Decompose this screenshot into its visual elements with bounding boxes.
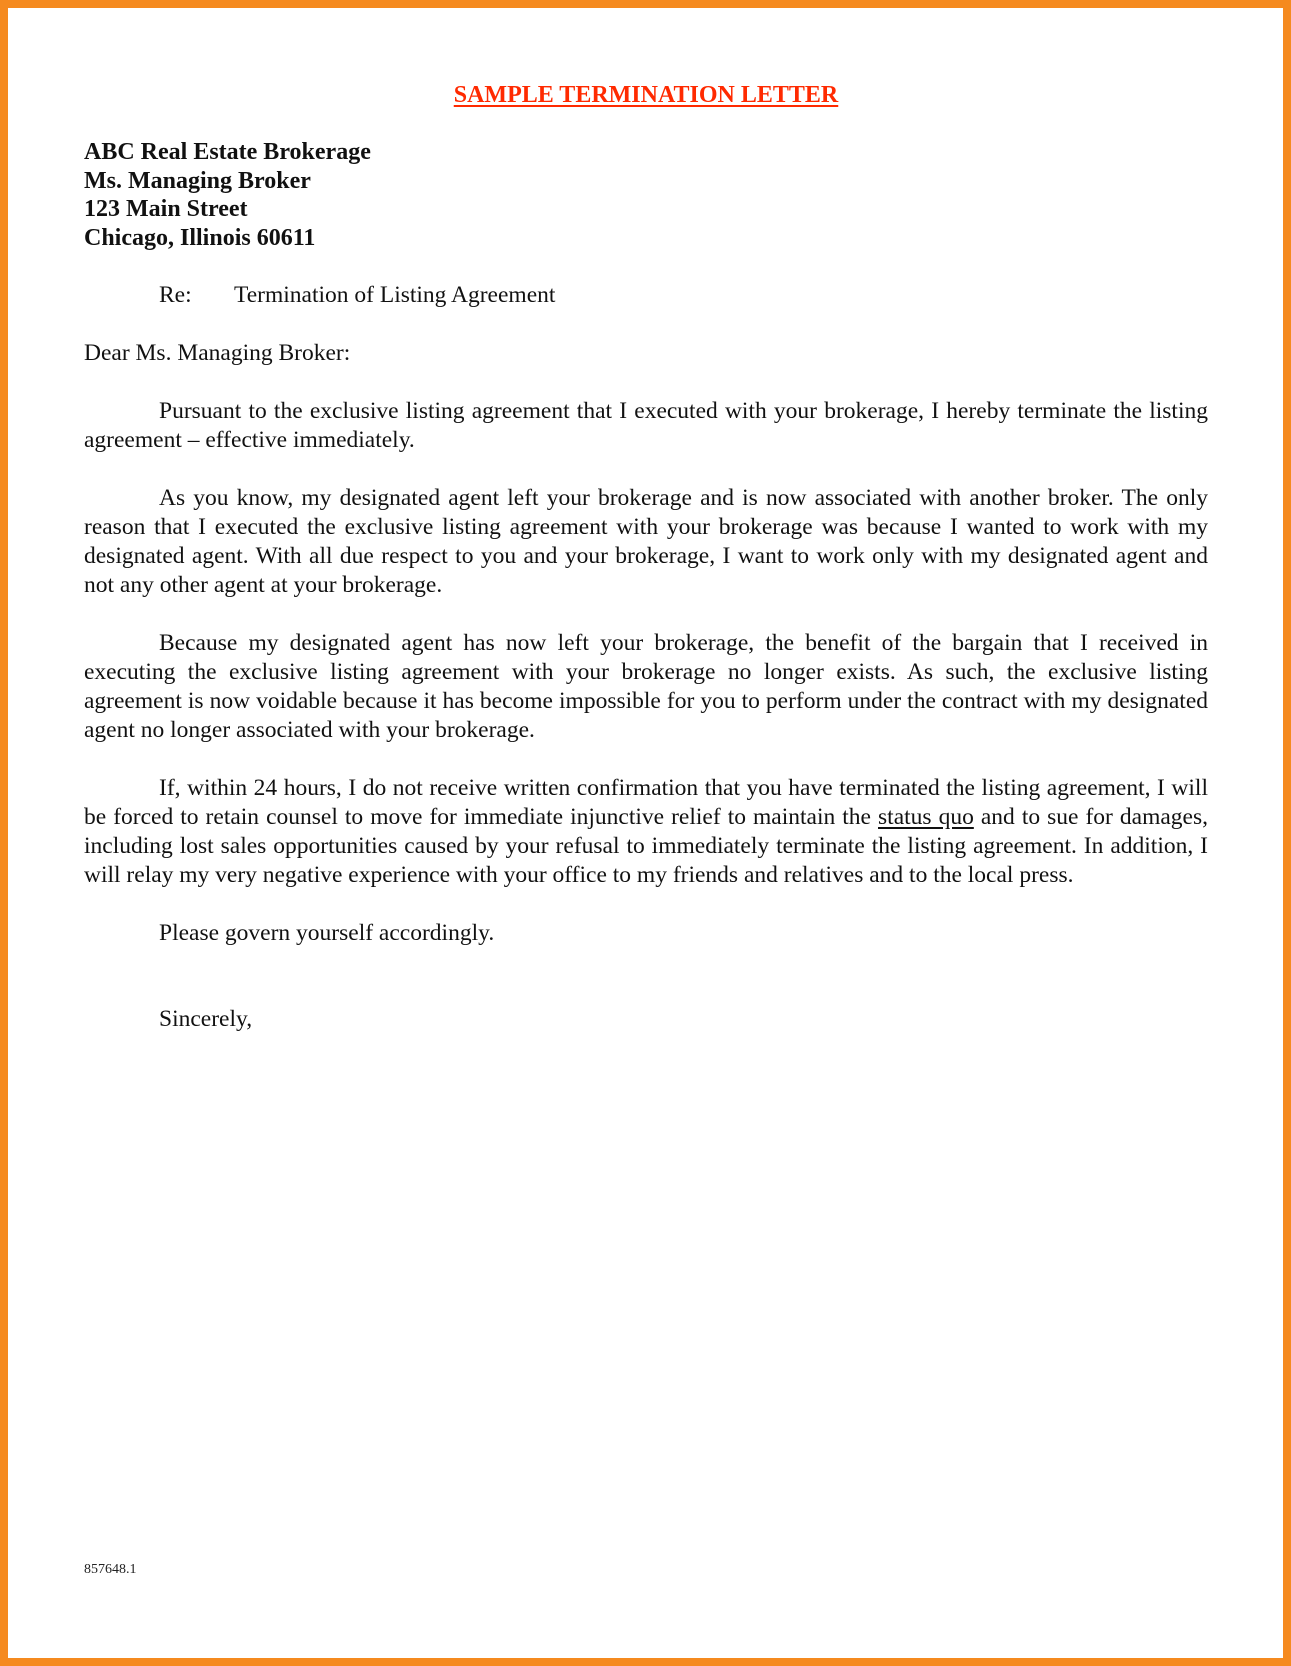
paragraph-4-start: If, within 24 hours, I do not receive written confirmation that you have terminated the listing agreement, I will be forced to retain counsel to move for immediate injunctive relief to maintain the	[84, 775, 1208, 830]
address-street: 123 Main Street	[84, 196, 248, 222]
paragraph-4	[84, 774, 1208, 890]
recipient-address	[84, 138, 1208, 252]
address-company: ABC Real Estate Brokerage	[84, 139, 371, 165]
closing: Sincerely,	[159, 1006, 253, 1032]
paragraph-2: As you know, my designated agent left your brokerage and is now associated with another broker. The only reason that I executed the exclusive listing agreement with your brokerage was because I wanted to work with my designated agent. With all due respect to you and your brokerage, I want to work only with my designated agent and not any other agent at your brokerage.	[84, 485, 1208, 598]
letter-page	[84, 80, 1208, 1034]
address-recipient: Ms. Managing Broker	[84, 167, 311, 194]
address-city: Chicago, Illinois 60611	[84, 224, 316, 251]
paragraph-5: Please govern yourself accordingly.	[159, 920, 495, 946]
status-quo-underlined: status quo	[878, 804, 974, 830]
re-label: Re:	[159, 282, 192, 308]
paragraph-4-end: and to sue for damages, including lost sales opportunities caused by your refusal to immediately terminate the listing agreement. In addition, I will relay my very negative experience with your office to my friends and relatives and to the local press.	[84, 804, 1209, 888]
paragraph-1: Pursuant to the exclusive listing agreement that I executed with your brokerage, I hereby terminate the listing agreement – effective immediately.	[84, 398, 1208, 453]
salutation: Dear Ms. Managing Broker:	[84, 340, 351, 366]
footer-document-code: 857648.1	[84, 1562, 137, 1577]
re-line	[159, 281, 1208, 310]
letter-title: SAMPLE TERMINATION LETTER	[453, 82, 839, 108]
re-subject: Termination of Listing Agreement	[234, 282, 556, 308]
paragraph-3: Because my designated agent has now left your brokerage, the benefit of the bargain that I received in executing the exclusive listing agreement with your brokerage no longer exists. As such, the exclusive listing agreement is now voidable because it has become impossible for you to perform under the contract with my designated agent no longer associated with your brokerage.	[84, 630, 1208, 743]
